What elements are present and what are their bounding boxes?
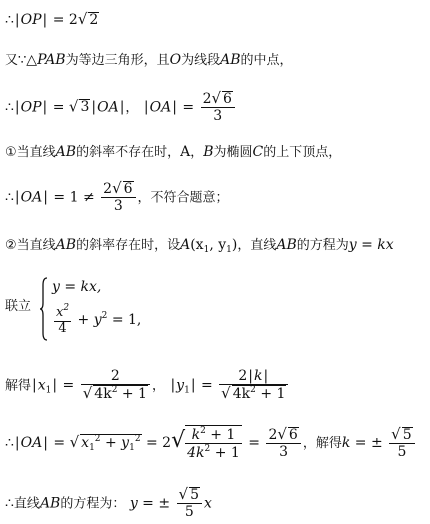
line-9: ∴|OA| = √ $x_1^2 + y_1^2 = 2√$ $\frac{k^2 + 1}{4k^2 + 1}$ = $\frac{2√ 6}{3}$ ，解得k = ± $\frac{√ 5}{5}$ bbox=[5, 425, 417, 461]
line-2: 又∵△PAB为等边三角形，且O为线段AB的中点， bbox=[5, 52, 293, 68]
therefore-symbol: ∴ bbox=[5, 12, 14, 28]
line-1: ∴|OP| = 2√ 2 bbox=[5, 10, 99, 28]
fraction-2sqrt6-over-3: $\frac{2√ 6}{3}$ bbox=[101, 180, 135, 214]
line-10: ∴直线AB的方程为： y = ± $\frac{√ 5}{5}$ x bbox=[5, 485, 212, 521]
line-4: ①当直线AB的斜率不存在时，A，B为椭圆C的上下顶点， bbox=[5, 144, 342, 160]
line-8: 解得$|x_1|$ = $\frac{2}{√ 4k^2 + 1}$ ， $|y_1|$ = $\frac{2|k|}{√ 4k^2 + 1}$ bbox=[5, 368, 290, 402]
line-6: ②当直线AB的斜率存在时，设$A(x_1$, $y_1$)，直线AB的方程为y = kx bbox=[5, 237, 394, 255]
system-label: 联立 bbox=[5, 299, 32, 314]
left-brace-icon bbox=[40, 277, 48, 341]
line-3: ∴|OP| = √ 3 |OA|， |OA| = $\frac{2√ 6}{3}$ bbox=[5, 90, 237, 124]
line-5: ∴|OA| = 1 ≠ $\frac{2√ 6}{3}$ ，不符合题意； bbox=[5, 179, 229, 215]
fraction-2sqrt6-over-3: $\frac{2√ 6}{3}$ bbox=[201, 90, 235, 124]
segment-op: OP bbox=[20, 12, 42, 28]
